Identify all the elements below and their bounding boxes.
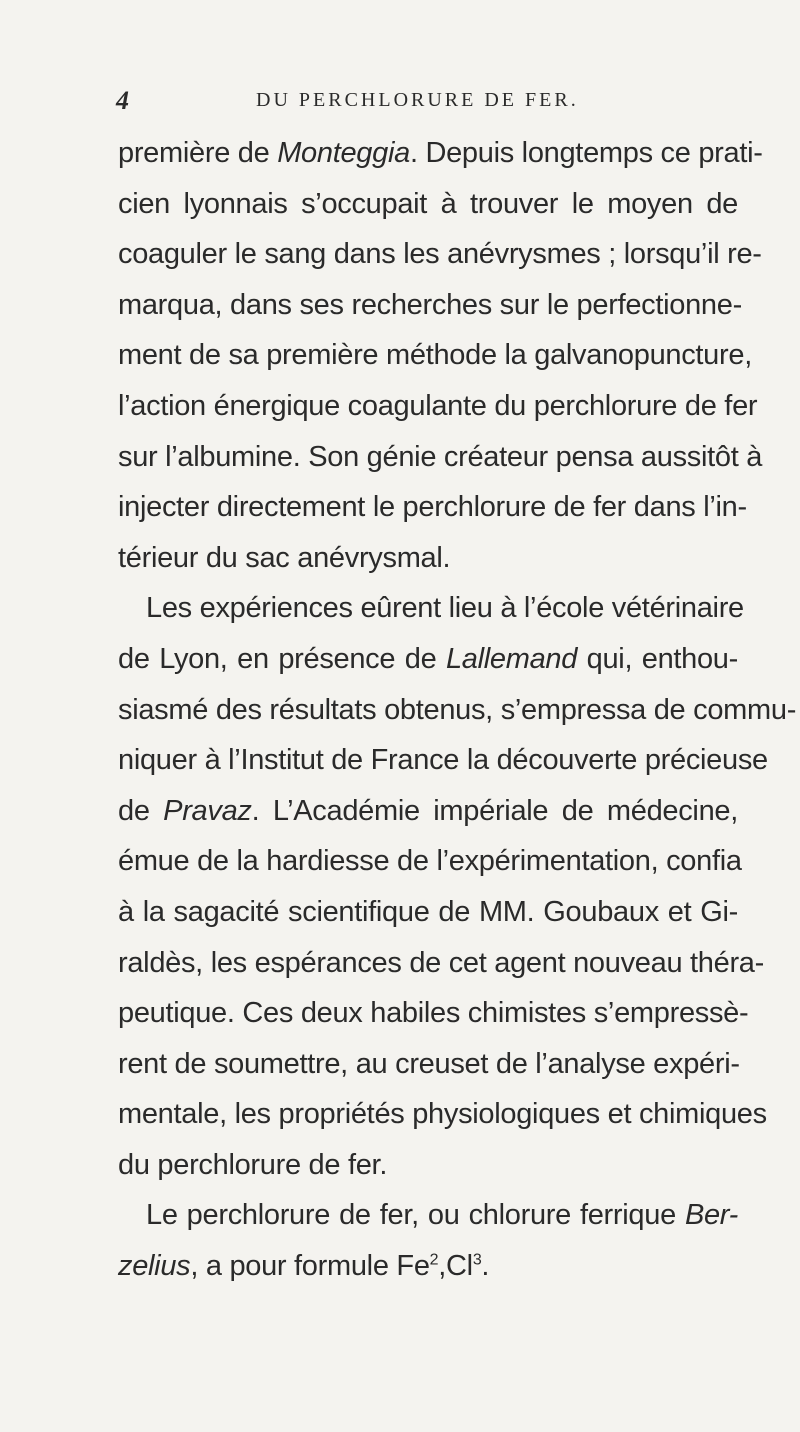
running-head bbox=[116, 86, 756, 116]
text-line: du perchlorure de fer. bbox=[118, 1148, 388, 1181]
text-line: rent de soumettre, au creuset de l’analyse expéri- bbox=[118, 1047, 740, 1080]
text-line: coaguler le sang dans les anévrysmes ; lorsqu’il re- bbox=[118, 238, 762, 271]
text-line: Le perchlorure de fer, ou chlorure ferrique Ber- bbox=[146, 1199, 738, 1232]
subscript-number: 3 bbox=[472, 1251, 482, 1269]
text-line: cien lyonnais s’occupait à trouver le moyen de bbox=[118, 187, 738, 220]
text-line: térieur du sac anévrysmal. bbox=[118, 541, 451, 574]
text-line: l’action énergique coagulante du perchlorure de fer bbox=[118, 389, 758, 422]
text-line: zelius, a pour formule Fe$^2$,Cl$^3$. bbox=[118, 1250, 490, 1283]
text-line: mentale, les propriétés physiologiques et chimiques bbox=[118, 1098, 767, 1131]
text-line: marqua, dans ses recherches sur le perfectionne- bbox=[118, 288, 742, 321]
body-text bbox=[118, 133, 797, 1297]
subscript-number: 2 bbox=[429, 1251, 439, 1269]
page-number: 4 bbox=[116, 86, 129, 115]
text-line: de Pravaz. L’Académie impériale de médecine, bbox=[118, 794, 738, 827]
text-line: peutique. Ces deux habiles chimistes s’empressè- bbox=[118, 997, 749, 1030]
author-name: Monteggia bbox=[277, 137, 410, 169]
author-name: Pravaz bbox=[163, 794, 252, 827]
author-name: Lallemand bbox=[445, 642, 578, 675]
text-line: à la sagacité scientifique de MM. Goubaux et Gi- bbox=[118, 895, 738, 928]
text-line: Les expériences eûrent lieu à l’école vétérinaire bbox=[146, 592, 744, 625]
text-line: injecter directement le perchlorure de fer dans l’in- bbox=[118, 491, 747, 524]
running-title: DU PERCHLORURE DE FER. bbox=[256, 89, 579, 111]
author-name: Ber- bbox=[684, 1199, 738, 1232]
text-line: niquer à l’Institut de France la découverte précieuse bbox=[118, 744, 768, 777]
text-line: raldès, les espérances de cet agent nouveau théra- bbox=[118, 946, 764, 979]
author-name: zelius bbox=[118, 1250, 191, 1283]
text-line: sur l’albumine. Son génie créateur pensa aussitôt à bbox=[118, 440, 763, 473]
text-line: siasmé des résultats obtenus, s’empressa de commu- bbox=[118, 693, 797, 726]
text-line: ment de sa première méthode la galvanopuncture, bbox=[118, 339, 752, 372]
text-line: première de Monteggia. Depuis longtemps ce prati- bbox=[118, 137, 763, 169]
text-line: de Lyon, en présence de Lallemand qui, enthou- bbox=[118, 642, 738, 675]
text-line: émue de la hardiesse de l’expérimentation, confia bbox=[118, 845, 742, 878]
